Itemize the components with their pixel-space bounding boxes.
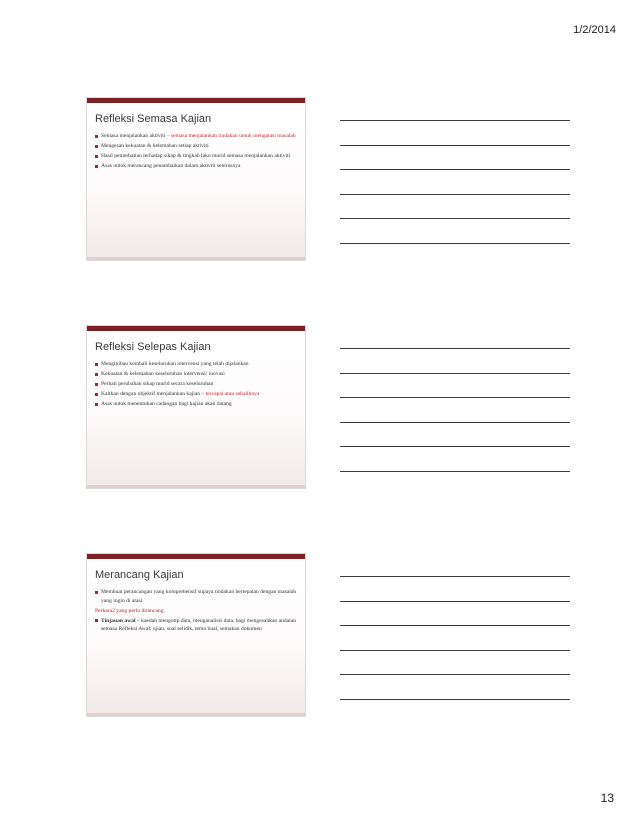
bullet-item: Kekuatan & kelemahan keseluruhan intervensi/ inovasi	[95, 370, 297, 379]
page-number: 13	[600, 791, 614, 805]
slide-title: Refleksi Semasa Kajian	[95, 113, 212, 125]
note-line	[340, 243, 570, 244]
note-line	[340, 625, 570, 626]
slide-body	[95, 132, 297, 172]
bullet-item: Perhati perubahan sikap murid secara keseluruhan	[95, 380, 297, 389]
date-header: 1/2/2014	[573, 24, 616, 36]
note-line	[340, 120, 570, 121]
note-line	[340, 601, 570, 602]
note-line	[340, 471, 570, 472]
note-line	[340, 373, 570, 374]
bullet-item: Tinjauan awal – kaedah mengutip data, menganalisis data, bagi mengesahkan andaian semasa Refleksi Awal: ujian, soal selidik, temu bual, semakan dokumen	[95, 617, 297, 634]
note-line	[340, 650, 570, 651]
bullet-item: Membuat perancangan yang komprehensif supaya tindakan bertepatan dengan masalah yang ingin di atasi	[95, 588, 297, 605]
note-line	[340, 348, 570, 349]
note-line	[340, 446, 570, 447]
note-line	[340, 218, 570, 219]
note-line	[340, 699, 570, 700]
note-line	[340, 194, 570, 195]
notes-lines-2	[340, 348, 570, 495]
note-line	[340, 674, 570, 675]
slide-title: Merancang Kajian	[95, 569, 184, 581]
bullet-item: Hasil pemerhatian terhadap sikap & tingkah laku murid semasa menjalankan aktiviti	[95, 152, 297, 161]
slide-title: Refleksi Selepas Kajian	[95, 341, 211, 353]
bullet-item: Asas untuk merancang penambaikan dalam aktiviti seterusnya	[95, 162, 297, 171]
notes-lines-1	[340, 120, 570, 267]
bullet-item: Kaitkan dengan objektif menjalankan kajian – tercapai atau sebaliknya	[95, 390, 297, 399]
note-line	[340, 397, 570, 398]
bullet-item: Semasa menjalankan aktiviti – semasa menjalankan tindakan untuk mengatasi masalah	[95, 132, 297, 141]
slide-merancang-kajian	[86, 553, 306, 717]
bullet-item: Mengesan kekuatan & kelemahan setiap aktiviti	[95, 142, 297, 151]
note-line	[340, 169, 570, 170]
note-line	[340, 576, 570, 577]
slide-refleksi-selepas-kajian	[86, 325, 306, 489]
note-line	[340, 145, 570, 146]
slide-body	[95, 360, 297, 410]
subheading: Perkara2 yang perlu dirancang:	[95, 607, 166, 614]
note-line	[340, 422, 570, 423]
notes-lines-3	[340, 576, 570, 723]
slide-body	[95, 588, 297, 635]
bullet-item: Asas untuk menentukan cadangan bagi kajian akan datang	[95, 400, 297, 409]
slide-refleksi-semasa-kajian	[86, 97, 306, 261]
bullet-item: Menginibau kembali keseluruhan intervensi yang telah dijalankan	[95, 360, 297, 369]
